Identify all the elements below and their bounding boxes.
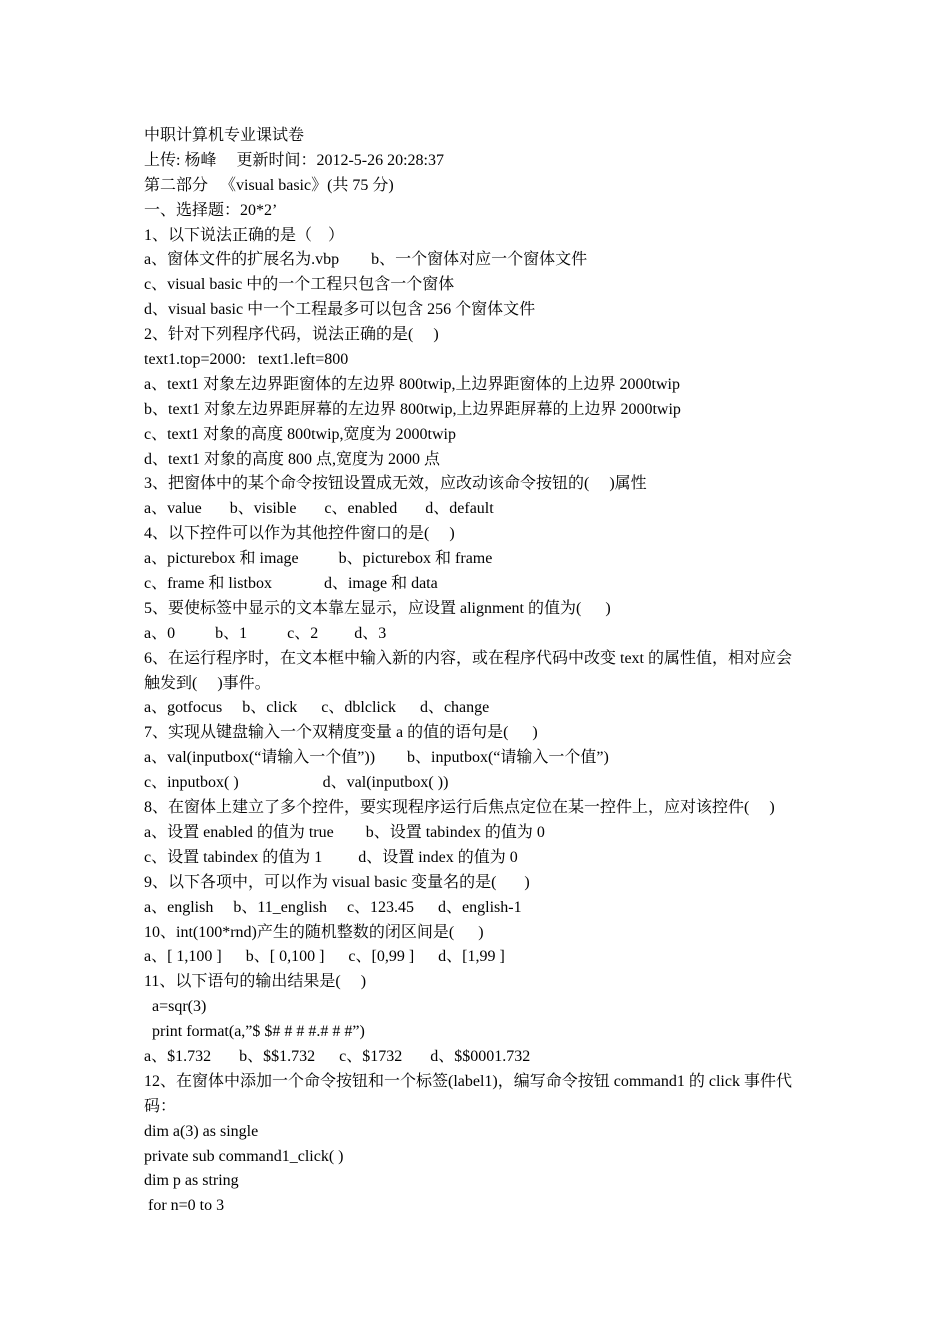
text-line: 上传: 杨峰 更新时间：2012-5-26 20:28:37 bbox=[144, 151, 444, 169]
text-line: a、text1 对象左边界距窗体的左边界 800twip,上边界距窗体的上边界 2000twip bbox=[144, 375, 680, 393]
text-line: 一、选择题：20*2’ bbox=[144, 201, 278, 219]
text-line: a、gotfocus b、click c、dblclick d、change bbox=[144, 699, 490, 717]
document-page bbox=[144, 124, 824, 1219]
text-line: a、picturebox 和 image b、picturebox 和 frame bbox=[144, 550, 493, 568]
text-line: 2、针对下列程序代码，说法正确的是( ) bbox=[144, 326, 439, 344]
text-line: b、text1 对象左边界距屏幕的左边界 800twip,上边界距屏幕的上边界 2000twip bbox=[144, 400, 681, 418]
text-line: d、text1 对象的高度 800 点,宽度为 2000 点 bbox=[144, 450, 440, 468]
text-line: dim a(3) as single bbox=[144, 1122, 259, 1140]
text-line: a、$1.732 b、$$1.732 c、$1732 d、$$0001.732 bbox=[144, 1047, 531, 1065]
text-line: 11、以下语句的输出结果是( ) bbox=[144, 973, 367, 991]
text-line: a、english b、11_english c、123.45 d、english-1 bbox=[144, 898, 522, 916]
text-line: 7、实现从键盘输入一个双精度变量 a 的值的语句是( ) bbox=[144, 724, 538, 742]
text-line: dim p as string bbox=[144, 1172, 239, 1190]
text-line: c、text1 对象的高度 800twip,宽度为 2000twip bbox=[144, 425, 456, 443]
text-line: d、visual basic 中一个工程最多可以包含 256 个窗体文件 bbox=[144, 301, 536, 319]
text-line: 第二部分 《visual basic》(共 75 分) bbox=[144, 176, 394, 194]
text-line: a、窗体文件的扩展名为.vbp b、一个窗体对应一个窗体文件 bbox=[144, 251, 588, 269]
text-line: 8、在窗体上建立了多个控件，要实现程序运行后焦点定位在某一控件上，应对该控件( ) bbox=[144, 799, 775, 817]
text-line: 5、要使标签中显示的文本靠左显示，应设置 alignment 的值为( ) bbox=[144, 599, 611, 617]
text-line: private sub command1_click( ) bbox=[144, 1147, 344, 1165]
text-line: c、inputbox( ) d、val(inputbox( )) bbox=[144, 774, 449, 792]
text-line: a、设置 enabled 的值为 true b、设置 tabindex 的值为 0 bbox=[144, 823, 545, 841]
text-line: c、frame 和 listbox d、image 和 data bbox=[144, 575, 438, 593]
text-line: a、value b、visible c、enabled d、default bbox=[144, 500, 494, 518]
text-line: 10、int(100*rnd)产生的随机整数的闭区间是( ) bbox=[144, 923, 484, 941]
text-line: 6、在运行程序时，在文本框中输入新的内容，或在程序代码中改变 text 的属性值，相对应会 bbox=[144, 649, 792, 667]
text-line: 中职计算机专业课试卷 bbox=[144, 127, 305, 144]
text-line: for n=0 to 3 bbox=[144, 1197, 225, 1215]
text-line: 4、以下控件可以作为其他控件窗口的是( ) bbox=[144, 525, 455, 543]
text-line: 3、把窗体中的某个命令按钮设置成无效，应改动该命令按钮的( )属性 bbox=[144, 475, 647, 493]
text-line: 9、以下各项中，可以作为 visual basic 变量名的是( ) bbox=[144, 873, 530, 891]
text-line: a、0 b、1 c、2 d、3 bbox=[144, 624, 387, 642]
text-line: c、visual basic 中的一个工程只包含一个窗体 bbox=[144, 276, 455, 294]
text-line: a=sqr(3) bbox=[144, 998, 207, 1016]
text-line: a、val(inputbox(“请输入一个值”)) b、inputbox(“请输入一个值”) bbox=[144, 749, 609, 767]
text-line: 触发到( )事件。 bbox=[144, 674, 271, 692]
text-line: a、[ 1,100 ] b、[ 0,100 ] c、[0,99 ] d、[1,99 ] bbox=[144, 948, 505, 966]
text-line: 12、在窗体中添加一个命令按钮和一个标签(label1)，编写命令按钮 command1 的 click 事件代 bbox=[144, 1072, 792, 1090]
text-line: c、设置 tabindex 的值为 1 d、设置 index 的值为 0 bbox=[144, 848, 518, 866]
text-line: 1、以下说法正确的是（ ） bbox=[144, 226, 345, 244]
text-line: print format(a,”$ $# # # #.# # #”) bbox=[144, 1023, 365, 1041]
text-line: 码： bbox=[144, 1097, 177, 1115]
text-line: text1.top=2000: text1.left=800 bbox=[144, 351, 349, 369]
